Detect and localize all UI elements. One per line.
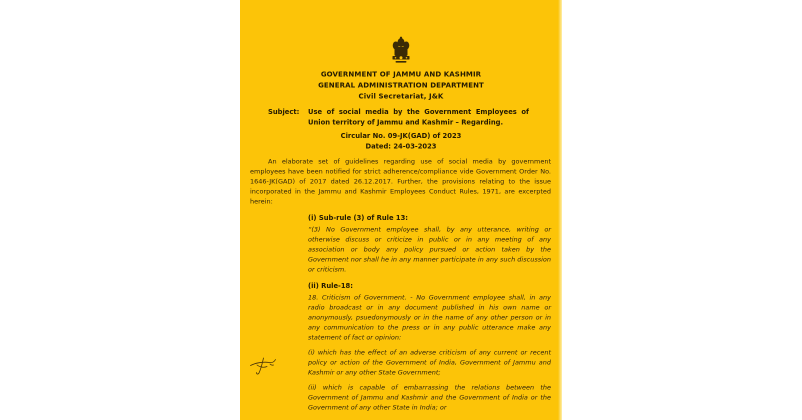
subject-block bbox=[268, 107, 542, 128]
ashoka-emblem-icon bbox=[391, 36, 412, 66]
subject-text: Use of social media by the Government Employees of Union territory of Jammu and Kashmir – Regarding. bbox=[308, 108, 529, 127]
circular-date: Dated: 24-03-2023 bbox=[365, 142, 437, 151]
clause-i-text: (i) which has the effect of an adverse criticism of any current or recent policy or action of the Government of India, Government of Jammu and Kashmir or any other State Government; bbox=[308, 349, 551, 377]
clause-ii-text: (ii) which is capable of embarrassing the relations between the Government of Jammu and Kashmir and the Government of India or the Government of any other State in India; or bbox=[308, 384, 551, 412]
signature-scribble-icon bbox=[248, 352, 277, 378]
header-department-line: GENERAL ADMINISTRATION DEPARTMENT bbox=[318, 81, 484, 90]
document-page bbox=[240, 0, 562, 420]
header-government-line: GOVERNMENT OF JAMMU AND KASHMIR bbox=[320, 70, 482, 79]
circular-number: Circular No. 09-JK(GAD) of 2023 bbox=[340, 132, 462, 140]
intro-paragraph: An elaborate set of guidelines regarding use of social media by government employees have been notified for strict adherence/compliance vide Government Order No. 1646-JK(GAD) of 2017 dated 26.12.2017. Further, the provisions relating to the issue incorporated in the Jammu and Kashmir Employees Conduct Rules, 1971, are excerpted herein: bbox=[250, 158, 551, 206]
document-content bbox=[240, 36, 562, 420]
rule13-text: “(3) No Government employee shall, by any utterance, writing or otherwise discuss or criticize in public or in any meeting of any association or body any policy pursued or action taken by the Government nor shall he in any manner participate in any such discussion or criticism. bbox=[308, 226, 551, 274]
rule18-text: 18. Criticism of Government. - No Government employee shall, in any radio broadcast or in any document published in his own name or anonymously, psuedonymously or in the name of any other person or in any communication to the press or in any public utterance make any statement of fact or opinion: bbox=[308, 294, 551, 342]
header-secretariat-line: Civil Secretariat, J&K bbox=[358, 92, 444, 101]
rule13-heading: (i) Sub-rule (3) of Rule 13: bbox=[308, 214, 408, 222]
subject-label: Subject: bbox=[268, 108, 300, 116]
rule18-heading: (ii) Rule-18: bbox=[308, 282, 353, 290]
